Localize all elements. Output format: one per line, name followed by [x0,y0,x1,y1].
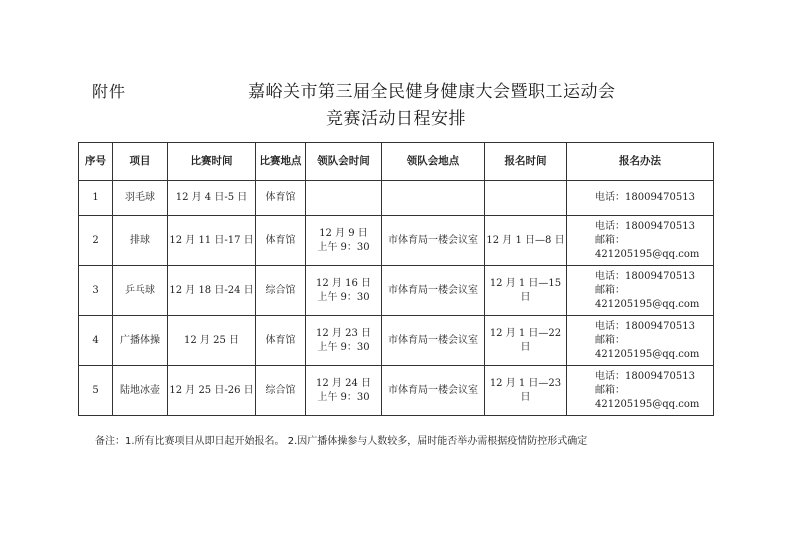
meeting-hour: 上午 9：30 [317,341,370,353]
signup-time-line1: 12 月 1 日—8 日 [486,234,565,246]
signup-phone: 电话：18009470513 [595,320,695,332]
row-signup-method [567,181,714,216]
row-meeting-place: 市体育局一楼会议室 [382,266,485,316]
meeting-date: 12 月 24 日 [316,377,371,389]
signup-time-line1: 12 月 1 日—15 [489,277,562,289]
row-signup-method [567,266,714,316]
footnote: 备注：1.所有比赛项目从即日起开始报名。 2.因广播体操参与人数较多，届时能否举办需根据疫情防控形式确定 [95,436,588,447]
row-meeting-time [306,266,382,316]
schedule-table [78,142,714,416]
row-venue: 体育馆 [256,316,306,366]
row-signup-time [485,366,567,416]
row-meeting-time [306,366,382,416]
row-meeting-place: 市体育局一楼会议室 [382,316,485,366]
row-meeting-place [382,181,485,216]
row-meeting-place: 市体育局一楼会议室 [382,366,485,416]
header-signup-time: 报名时间 [485,143,567,181]
row-item: 乒乓球 [113,266,168,316]
header-meeting-time: 领队会时间 [306,143,382,181]
signup-email: 邮箱：421205195@qq.com [595,384,700,410]
row-no: 5 [79,366,113,416]
row-meeting-time [306,316,382,366]
signup-time-line2: 日 [520,391,531,403]
table-row [79,366,714,416]
signup-phone: 电话：18009470513 [595,220,695,232]
row-time: 12 月 18 日-24 日 [168,266,256,316]
row-signup-time [485,266,567,316]
row-no: 2 [79,216,113,266]
row-time: 12 月 4 日-5 日 [168,181,256,216]
row-item: 陆地冰壶 [113,366,168,416]
header-time: 比赛时间 [168,143,256,181]
attachment-label: 附件 [92,82,127,101]
row-time: 12 月 25 日 [168,316,256,366]
table-row [79,316,714,366]
row-no: 1 [79,181,113,216]
row-signup-time [485,316,567,366]
row-venue: 综合馆 [256,266,306,316]
row-meeting-time [306,216,382,266]
row-signup-time [485,216,567,266]
row-no: 4 [79,316,113,366]
signup-email: 邮箱：421205195@qq.com [595,284,700,310]
row-signup-method [567,216,714,266]
meeting-date: 12 月 23 日 [316,327,371,339]
meeting-hour: 上午 9：30 [317,391,370,403]
meeting-date: 12 月 9 日 [319,227,368,239]
table-row [79,181,714,216]
row-meeting-time [306,181,382,216]
document-title-line2: 竞赛活动日程安排 [326,109,466,129]
row-venue: 体育馆 [256,181,306,216]
signup-email: 邮箱：421205195@qq.com [595,234,700,260]
row-time: 12 月 11 日-17 日 [168,216,256,266]
table-row [79,266,714,316]
meeting-date: 12 月 16 日 [316,277,371,289]
header-signup-method: 报名办法 [567,143,714,181]
row-no: 3 [79,266,113,316]
document-title-line1: 嘉峪关市第三届全民健身健康大会暨职工运动会 [248,82,616,102]
meeting-hour: 上午 9：30 [317,291,370,303]
row-item: 羽毛球 [113,181,168,216]
row-venue: 体育馆 [256,216,306,266]
header-item: 项目 [113,143,168,181]
signup-time-line2: 日 [520,291,531,303]
row-signup-method [567,366,714,416]
signup-email: 邮箱：421205195@qq.com [595,334,700,360]
header-no: 序号 [79,143,113,181]
header-meeting-place: 领队会地点 [382,143,485,181]
table-header-row [79,143,714,181]
signup-time-line2: 日 [520,341,531,353]
row-signup-method [567,316,714,366]
meeting-hour: 上午 9：30 [317,241,370,253]
signup-time-line1: 12 月 1 日—23 [489,377,562,389]
row-meeting-place: 市体育局一楼会议室 [382,216,485,266]
row-item: 广播体操 [113,316,168,366]
row-time: 12 月 25 日-26 日 [168,366,256,416]
signup-time-line1: 12 月 1 日—22 [489,327,562,339]
row-venue: 综合馆 [256,366,306,416]
row-item: 排球 [113,216,168,266]
signup-phone: 电话：18009470513 [595,370,695,382]
signup-phone: 电话：18009470513 [595,192,695,203]
table-row [79,216,714,266]
signup-phone: 电话：18009470513 [595,270,695,282]
row-signup-time [485,181,567,216]
header-venue: 比赛地点 [256,143,306,181]
